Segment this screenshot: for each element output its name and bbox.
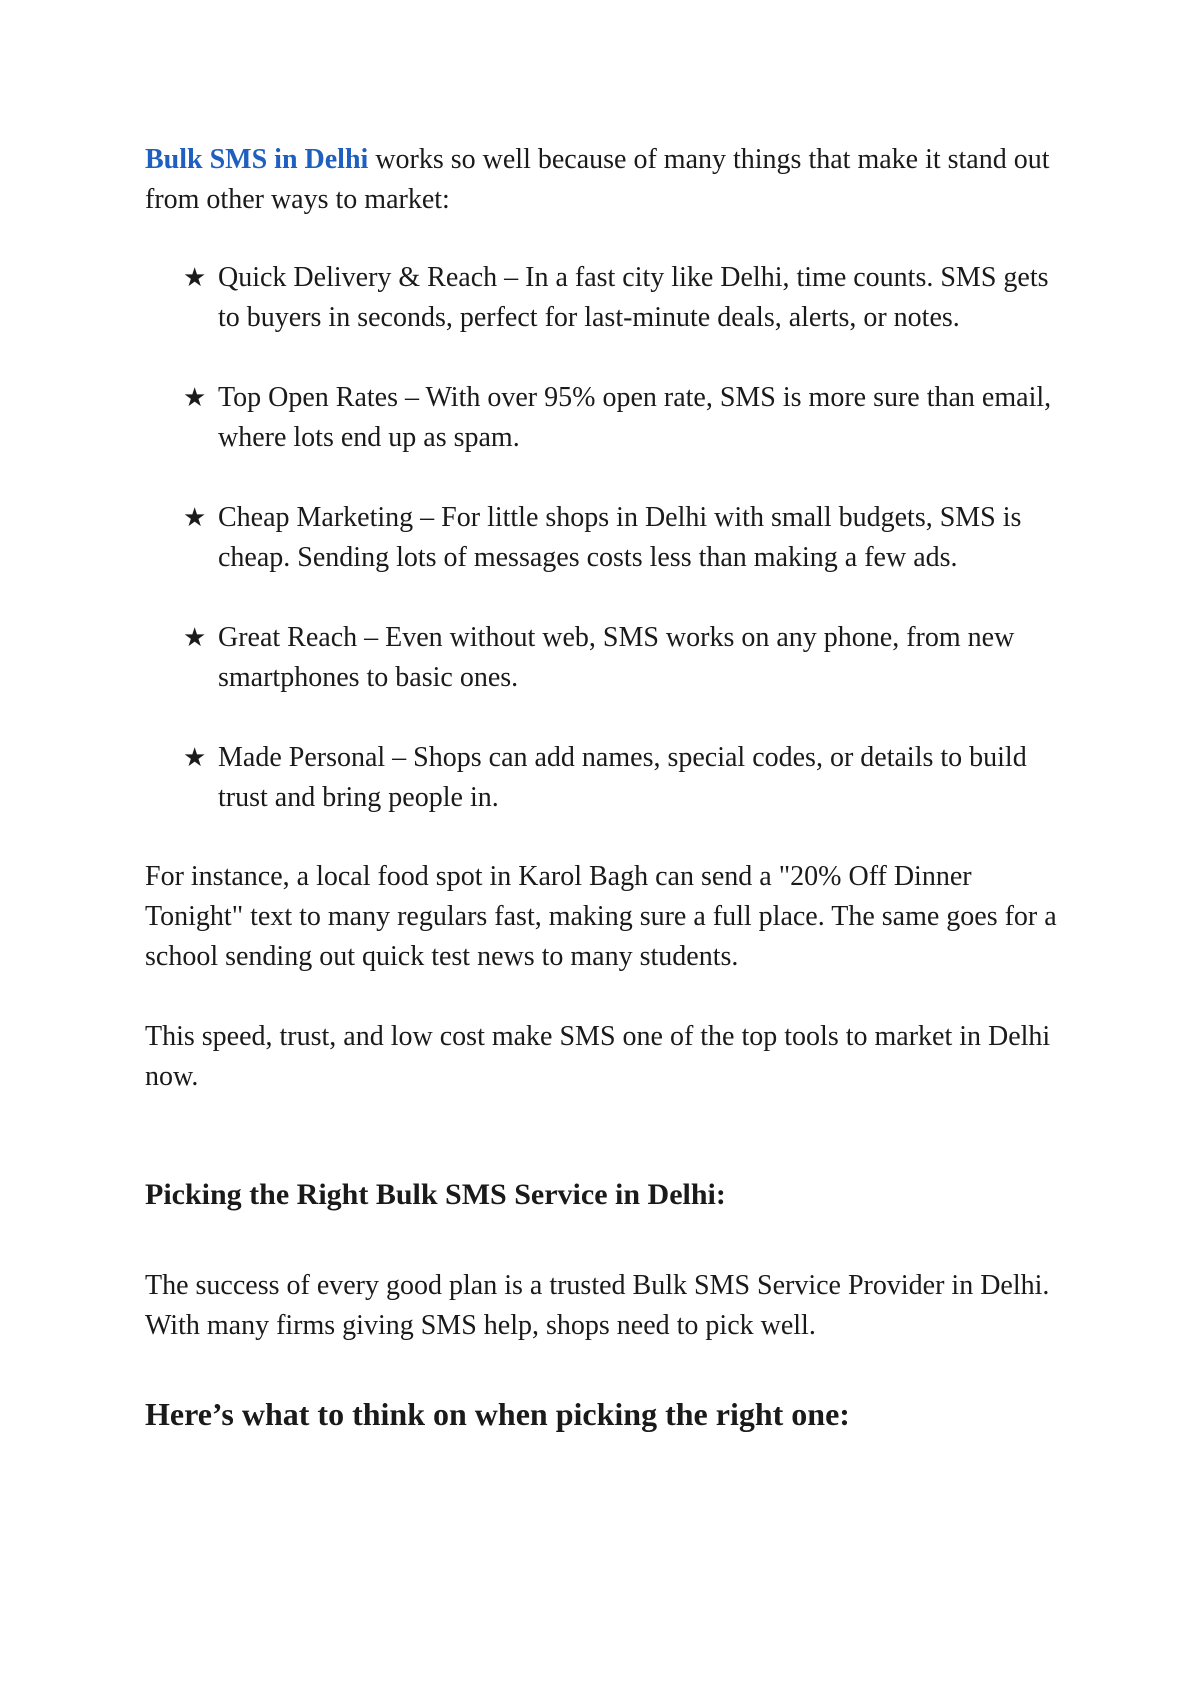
speed-paragraph: This speed, trust, and low cost make SMS one of the top tools to market in Delhi now.	[145, 1021, 1051, 1092]
list-item	[145, 258, 1065, 338]
star-icon: ★	[183, 623, 207, 653]
success-paragraph: The success of every good plan is a trusted Bulk SMS Service Provider in Delhi. With many firms giving SMS help, shops need to pick well.	[145, 1270, 1050, 1341]
list-item	[145, 378, 1065, 458]
intro-paragraph	[145, 140, 1065, 220]
section-heading-think: Here’s what to think on when picking the right one:	[145, 1396, 850, 1432]
list-item-text: Top Open Rates – With over 95% open rate, SMS is more sure than email, where lots end up as spam.	[218, 382, 1052, 453]
bulk-sms-delhi-link[interactable]: Bulk SMS in Delhi	[145, 144, 369, 175]
star-icon: ★	[183, 503, 207, 533]
star-icon: ★	[183, 383, 207, 413]
star-icon: ★	[183, 743, 207, 773]
list-item-text: Made Personal – Shops can add names, special codes, or details to build trust and bring people in.	[218, 742, 1027, 813]
list-item-text: Great Reach – Even without web, SMS works on any phone, from new smartphones to basic ones.	[218, 622, 1015, 693]
list-item-text: Quick Delivery & Reach – In a fast city like Delhi, time counts. SMS gets to buyers in seconds, perfect for last-minute deals, alerts, or notes.	[218, 262, 1049, 333]
list-item	[145, 618, 1065, 698]
list-item-text: Cheap Marketing – For little shops in Delhi with small budgets, SMS is cheap. Sending lots of messages costs less than making a few ads.	[218, 502, 1022, 573]
document-page	[145, 140, 1065, 1435]
section-heading-picking: Picking the Right Bulk SMS Service in Delhi:	[145, 1178, 726, 1211]
star-icon: ★	[183, 263, 207, 293]
list-item	[145, 498, 1065, 578]
benefits-list	[145, 258, 1065, 818]
intro-text: works so well because of many things that make it stand out from other ways to market:	[145, 144, 1050, 215]
example-paragraph: For instance, a local food spot in Karol Bagh can send a "20% Off Dinner Tonight" text to many regulars fast, making sure a full place. The same goes for a school sending out quick test news to many students.	[145, 861, 1057, 972]
list-item	[145, 738, 1065, 818]
